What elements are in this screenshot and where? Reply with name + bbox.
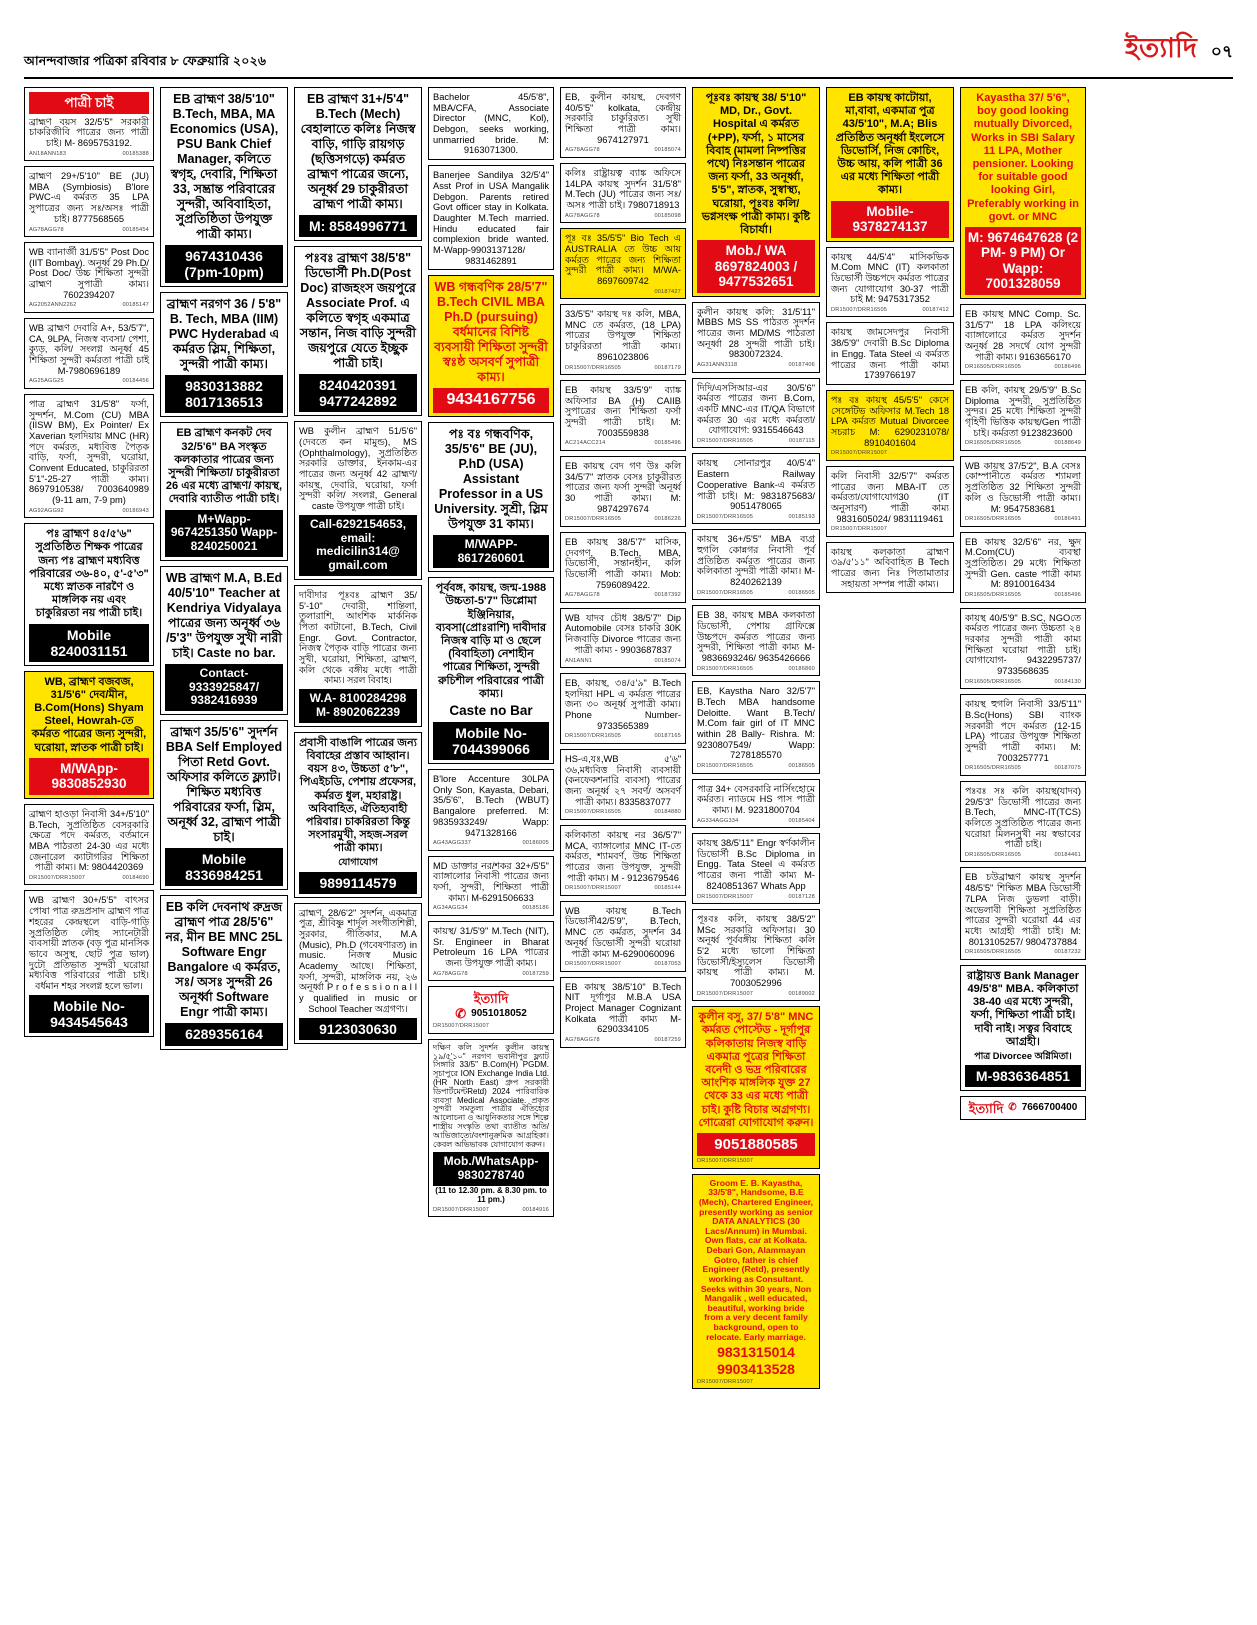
contact-phone[interactable]: M-9836364851: [965, 1065, 1081, 1087]
ad-block: [294, 903, 422, 1044]
ad-text: পঃবঃ সঃ কলি কায়স্থ(যাদব) 29/5'3" ডিভোর্সী পাত্রের জন্য B.Tech, MNC-IT(TCS) কলিতে সুপ্রতিষ্ঠিত পাত্রের জন্য ঘরোয়া মিলনসুখী নয় স্বভাবের পাত্রী চাই।: [965, 785, 1081, 850]
ad-block: [692, 453, 820, 524]
column-3: [294, 87, 422, 1044]
ad-code2: 00186496: [1054, 364, 1081, 371]
ad-code2: 00187427: [654, 288, 681, 295]
etc-logo: ইত্যাদি: [473, 991, 509, 1007]
ad-code2: 00185388: [122, 150, 149, 157]
ad-block: [692, 833, 820, 904]
ad-block: [24, 87, 154, 161]
ad-code2: 00184880: [654, 809, 681, 816]
ad-text: EB কায়স্থ 38/5'7" মাসিক, দেবগণ, B.Tech, MBA, ডিভোর্সী, সন্তানহীন, কলি ডিভোর্সী পাত্রী কাম্য। Mob: 7596089422.: [565, 536, 681, 590]
ad-text: কলিঃ রাষ্ট্রায়ত্ব ব্যাঙ্ক অফিসে 14LPA কায়স্থ সুদর্শন 31/5'8" M.Tech (JU) পাত্রের জন্য সঃ/অসঃ পাত্রী চাই। 7980718913: [565, 167, 681, 210]
ad-text: পূঃবঃ কলি, কায়স্থ 38/5'2" MSc সরকারি অফিসার। 30 অনূর্ধ্ব পূর্ববঙ্গীয় শিক্ষিতা কলি 5'2 মধ্যে ভালো শিক্ষিতা ডিভোর্সী/ইস্যুলেস ডিভোর্সী কায়স্থ পাত্রী কাম্য। M. 7003052996: [697, 913, 815, 989]
ad-block: [692, 529, 820, 600]
etc-footer: [965, 1101, 1081, 1116]
ad-block: [826, 322, 954, 384]
ad-text: কায়স্থ/ 31/5'9" M.Tech (NIT), Sr. Engineer in Bharat Petroleum 16 LPA পাত্রের জন্য উপযুক্ত পাত্রী কাম্য।: [433, 925, 549, 968]
ad-text: ব্রাহ্মণ হাওড়া নিবাসী 34+/5'10" B.Tech, সুপ্রতিষ্ঠিত বেসরকারি ক্ষেত্রে পদে কর্মরত, বর্তমানে MBA পাঠরতা 24-30 এর মধ্যে জেনারেল ক্যাটাগরির শিক্ষিতা পাত্রী কাম্য। M: 9804420369: [29, 808, 149, 873]
ad-code2: 00187412: [922, 306, 949, 313]
ad-code2: 00187392: [654, 592, 681, 599]
ad-text: Banerjee Sandilya 32/5'4" Asst Prof in USA Mangalik Debgon. Parents retired Govt officer stay in Kolkata. Daughter M.Tech married. Hindu educated fair complexion bride wanted. M-Wapp-9903137128/ 9831462891: [433, 170, 549, 266]
ad-code2: 00185193: [788, 513, 815, 520]
ad-code2: 00185186: [522, 905, 549, 912]
ad-text: EB ব্রাহ্মণ 31+/5'4" B.Tech (Mech) বেহালাতে কলিঃ নিজস্ব বাড়ি, গাড়ি রায়গড় (ছত্তিসগড়ে) কর্মরত ব্রাহ্মণ পাত্রের জন্যে, অনূর্ধ্ব 29 চাকুরীরতা ব্রাহ্মণ পাত্রী কাম্য।: [300, 92, 416, 211]
ad-text: 33/5'5" কায়স্থ দঃ কলি, MBA, MNC তে কর্মরত, (18 LPA) পাত্রের উপযুক্ত শিক্ষিতা চাকুরিরতা পাত্রী কাম্য। 8961023806: [565, 309, 681, 362]
contact-phone[interactable]: 6289356164: [165, 1023, 283, 1045]
ad-code: AG78AGG78: [29, 226, 64, 233]
ad-note: পাত্র Divorcee অগ্নিমিতা।: [974, 1050, 1072, 1061]
ad-code2: 00186005: [522, 840, 549, 847]
contact-phone[interactable]: Mob./ WA 8697824003 / 9477532651: [697, 240, 815, 293]
ad-text: EB কায়স্থ MNC Comp. Sc. 31/5'7" 18 LPA কলিংয়ে ব্যাঙ্গালোরে কর্মরত সুদর্শন অনূর্ধ্ব 28 সদর্থে যোগ সুন্দরী পাত্রী কাম্য। 9163656170: [965, 308, 1081, 362]
ad-block-highlight: [826, 390, 954, 461]
ad-code2: 00186491: [1054, 516, 1081, 523]
ad-text: কুলীন কায়স্থ কলি: 31/5'11" MBBS MS SS পাঠরত সুদর্শন পাত্রের জন্য MD/MS পাঠরতা অনূর্ধ্বা 28 সুন্দরী পাত্রী চাই। 9830072324.: [697, 306, 815, 360]
column-8: [960, 87, 1086, 1120]
contact-phone[interactable]: M+Wapp- 9674251350 Wapp- 8240250021: [165, 510, 283, 557]
ad-code: DR15007/DRR16505: [565, 733, 622, 740]
ad-block: [826, 466, 954, 537]
ad-code: AG92AGG92: [29, 507, 64, 514]
ad-block: [294, 246, 422, 416]
phone-icon: ✆: [455, 1006, 467, 1022]
contact-phone[interactable]: 9831315014 9903413528: [717, 1344, 795, 1377]
ad-block: [24, 890, 154, 1036]
ad-text: ব্রাহ্মণ বয়স 32/5'5" সরকারী চাকরিজীবি পাত্রের জন্য পাত্রী চাই। M- 8695753192.: [29, 116, 149, 148]
ad-code: DR15007/DRR15007: [831, 526, 888, 533]
contact-phone[interactable]: Mobile No- 9434545643: [29, 995, 149, 1033]
contact-phone[interactable]: 9051880585: [697, 1133, 815, 1156]
ad-text: WB ব্রাহ্মণ M.A, B.Ed 40/5'10" Teacher at Kendriya Vidyalaya পাত্রের জন্য অনূর্ধ্ব ৩৬ /5'3" উপযুক্ত সুখী নারী চাই। Caste no bar.: [165, 570, 283, 660]
ad-block: [294, 585, 422, 727]
ad-code2: 00185074: [654, 147, 681, 154]
ad-block-etc: [960, 1096, 1086, 1120]
ad-code: AG78AGG78: [565, 212, 600, 219]
ad-block: [960, 304, 1086, 375]
ad-text: EB চউব্রাহ্মণ কায়স্থ সুদর্শন 48/5'5" শিক্ষিত MBA ডিভোর্সী 7LPA নিজ ডুভলা বাড়ী। অভেলাবী শিক্ষিতা সুপ্রতিষ্ঠিত পাত্রের সুন্দরী ঘরোয়া 44 এর মধ্যে আগ্রহী পাত্রী চাই। M: 8013105257/ 9804737884: [965, 872, 1081, 947]
ad-code2: 00187232: [1054, 949, 1081, 956]
masthead-brand: ইত্যাদি: [1125, 33, 1197, 63]
ad-code: DR15007/DRR15007: [697, 1378, 754, 1385]
ad-text: WB যাদব চৌধ 38/5'7" Dip Automobile বেসঃ চাকরি 30K নিজবাড়ি Divorce পাত্রের জন্য পাত্রী কাম্য - 9903687837: [565, 612, 681, 655]
ad-code2: 00187406: [788, 362, 815, 369]
ad-code: AG31ANN3118: [697, 362, 738, 369]
ad-text: EB ব্রাহ্মণ কনকট দেব 32/5'6" BA সংস্কৃত কলকাতার পাত্রের জন্য সুন্দরী শিক্ষিতা/ চাকুরীরতা 26 এর মধ্যে ব্রাহ্মণ/ কায়স্থ, দেবারি ব্যাতীত পাত্রী চাই।: [165, 427, 283, 506]
ad-text: WB কায়স্থ B.Tech ডিভোর্সী42/5'9", B.Tech, MNC তে কর্মরত, সুদর্শন 34 অনূর্ধ্ব ডিভোর্সী সুন্দরী ঘরোয়া পাত্রী কাম্য M-6290060096: [565, 905, 681, 959]
ad-block-highlight: [692, 87, 820, 297]
ad-block: [560, 673, 686, 744]
ad-block: [428, 577, 554, 764]
ad-block: [560, 901, 686, 972]
ad-code2: 00185496: [654, 440, 681, 447]
ad-text: পঃ ব্রাহ্মণ ৪৫/৫'৬" সুপ্রতিষ্ঠিত শিক্ষক পাত্রের জন্য পঃ ব্রাহ্মণ মধ্যবিত্ত পরিবারের ৩৬-৪০, ৫'-৫'৩" মধ্যে স্নাতক নারণৈ ও মাঙ্গলিক নয় এবং চাকুরিরতা নয় পাত্রী চাই।: [29, 528, 149, 620]
ad-block: [692, 378, 820, 449]
ad-text: পূর্ববঙ্গ, কায়স্থ, জন্ম-1988 উচ্চতা-5'7" ডিপ্লোমা ইঞ্জিনিয়ার, ব্যবসা(প্রোঃরাশি) দাবীদার নিজস্ব বাড়ি মা ও ছেলে (বিবাহিতা) নেশাহীন পাত্রের শিক্ষিতা, সুন্দরী রুচিশীল পরিবারের পাত্রী কাম্য।: [435, 582, 547, 700]
ad-text: কুলীন বসু, 37/ 5'8" MNC কর্মরত পোস্টেড - দূর্গাপুর কলিকাতায় নিজস্ব বাড়ি একমাত্র পুত্রের শিক্ষিতা বনেদী ও ভদ্র পরিবারের আংশিক মাঙ্গলিক যুক্ত 27 থেকে 33 এর মধ্যে পাত্রী চাই। কুষ্টি বিচার অগ্রগণ্য। গোত্রেরা যোগাযোগ করুন।: [698, 1011, 814, 1129]
ad-text: EB কায়স্থ 38/5'10" B.Tech NIT দূর্গাপুর M.B.A USA Project Manager Cognizant Kolkata পাত্রী কাম্য M- 6290334105: [565, 981, 681, 1035]
ad-code2: 00185144: [654, 885, 681, 892]
ad-code2: 00186505: [788, 763, 815, 770]
ad-code: DR16505/DRR16505: [965, 949, 1022, 956]
ad-text: রাষ্ট্রায়ত্ত Bank Manager 49/5'8" MBA. কলিকাতা 38-40 এর মধ্যে সুন্দরী, ফর্সা, শিক্ষিতা পাত্রী চাই। দাবী নাই। সত্বর বিবাহে আগ্রহী।: [966, 969, 1080, 1048]
ad-text: WB ব্যানার্জী 31/5'5" Post Doc (IIT Bombay). অনূর্ধ্ব 29 Ph.D/ Post Doc/ উচ্চ শিক্ষিতা সুন্দরী ব্রাহ্মণ সুপাত্রী কাম্য। 7602394207: [29, 246, 149, 300]
ad-block: [160, 566, 288, 715]
ad-text: কায়স্থ 36+/5'5" MBA ব্যগ্র হুগলি কোন্নগর নিবাসী পূর্ব প্রতিষ্ঠিত কর্মরত পাত্রের জন্য কলিকাতা সুন্দরী পাত্রী কাম্য। M- 8240262139: [697, 534, 815, 588]
ad-code: DR15007/DRR16505: [831, 306, 888, 313]
ad-block: [160, 422, 288, 561]
ad-text: পঃ বঃ কায়স্থ 45/5'5" কেসে সেঙ্গেটিভ অফিসার M.Tech 18 LPA কর্মরত Mutual Divorcee সচরাচ M: 6290231078/ 8910401604: [831, 394, 949, 448]
ad-text: পূঃবঃ কায়স্থ 38/ 5'10" MD, Dr., Govt. Hospital এ কর্মরত (+PP), ফর্সা, ১ মাসের বিবাহ (মামলা নিষ্পত্তির পথে) নিঃসন্তান পাত্রের জন্য ফর্সা, 33 অনূর্ধ্বা, 5'5", স্নাতক, সুস্বাস্থ্য, ঘরোয়া, পূঃবঃ কলি/ ভগ্নসংক্ষ পাত্রী কাম্য। কুষ্টি বিচার্যা।: [701, 92, 811, 236]
column-4: [428, 87, 554, 1217]
ad-block: [160, 292, 288, 417]
etc-logo: ইত্যাদি: [968, 1100, 1004, 1116]
ad-code2: 00186943: [122, 507, 149, 514]
contact-email[interactable]: Call-6292154653, email: medicilin314@ gmail.com: [299, 515, 417, 576]
ad-text: পূঃ বঃ 35/5'5" Bio Tech এ AUSTRALIA তে উচ্চ আয় কর্মরত পাত্রের জন্য শিক্ষিতা সুন্দরী পাত্রী কাম্য। M/WA- 8697609742: [565, 233, 681, 286]
section-header: পাত্রী চাই: [29, 92, 149, 114]
ad-code: DR15007/DRR15007: [697, 893, 754, 900]
ad-code2: 00185454: [122, 226, 149, 233]
ad-block: [960, 456, 1086, 527]
contact-phone[interactable]: M/WAPP- 8617260601: [433, 535, 549, 569]
ad-code: DR15007/DRR15007: [565, 885, 622, 892]
ad-code: DR15007/DRR16505: [565, 809, 622, 816]
ad-block: [428, 165, 554, 270]
ad-contact-label: যোগাযোগ: [338, 857, 378, 869]
ad-code: AG2052ANN2262: [29, 302, 77, 309]
ad-code2: 00184461: [1054, 851, 1081, 858]
ad-block: [560, 304, 686, 375]
column-7: [826, 87, 954, 593]
ad-block: [960, 694, 1086, 776]
column-5: [560, 87, 686, 1048]
contact-phone[interactable]: Mobile- 9378274137: [831, 201, 949, 238]
ad-block: [960, 380, 1086, 451]
ad-code: DR15007/DRR16505: [697, 437, 754, 444]
ad-text: দিদি/এসসিআর-এর 30/5'6" কর্মরত পাত্রের জন্য B.Com, একটি MNC-এর IT/QA বিভাগে কর্মরত 30 এর মধ্যে কর্মরতা/ যোগাযোগ: 9315546643: [697, 382, 815, 436]
ad-code2: 00184916: [522, 1206, 549, 1213]
ad-code: AG78AGG78: [433, 970, 468, 977]
ad-block: [960, 532, 1086, 603]
ad-block-etc: [428, 986, 554, 1034]
ad-block: [692, 681, 820, 773]
ad-text: WB কুলীন ব্রাহ্মণ 51/5'6" (দেবতে কন মামুন্ড), MS (Ophthalmology), সুপ্রতিষ্ঠিত সরকারি ডাক্তার, ইনকাম-এর পাত্রের জন্য অনূর্ধ্ব 42 ব্রাহ্মণ/ কায়স্থ, দেবারি, ঘরোয়া, ফর্সা সুন্দরী কলি/ সংলগ্ন, General caste উপযুক্ত পাত্রী চাই।: [299, 426, 417, 512]
ad-text: WB ব্রাহ্মণ দেবারি A+, 53/5'7", CA, 9LPA, নিজস্ব ব্যবসা/ পেশা, ক্যুড়, কলি/ সংলগ্ন অনূর্ধ্ব 45 শিক্ষিতা সুন্দরী কর্মরতা পাত্রী চাই M-7980696189: [29, 322, 149, 376]
contact-phone[interactable]: Mobile No- 7044399066: [433, 722, 549, 760]
ad-code2: 00185404: [788, 817, 815, 824]
ad-code2: 00186860: [788, 665, 815, 672]
ad-block: [428, 769, 554, 851]
masthead-date: আনন্দবাজার পত্রিকা রবিবার ৮ ফেব্রুয়ারি ২০২৬: [24, 54, 267, 68]
ad-text: পঃ বঃ গন্ধবণিক, 35/5'6" BE (JU), P.hD (USA) Assistant Professor in a US University. সুশ্রী, স্লিম উপযুক্ত 31 কাম্য।: [434, 426, 548, 531]
ad-code: AG34AGG34: [433, 905, 468, 912]
ad-text: কলি নিবাসী 32/5'7" কর্মরত পাত্রের জন্য MBA-IT তে কর্মরতা/যোগাযোগ30 (IT অনুসারণ) পাত্রী কাম্য 9831605024/ 9831119461: [831, 470, 949, 524]
ad-block: [160, 87, 288, 287]
ad-code: AG78AGG78: [565, 592, 600, 599]
contact-phone[interactable]: 9123030630: [299, 1018, 417, 1040]
contact-hours: (11 to 12.30 pm. & 8.30 pm. to 11 pm.): [435, 1185, 547, 1204]
ad-code2: 00185496: [1054, 592, 1081, 599]
ad-text: কায়স্থ 38/5'11" Engr স্বর্ণকালীন ডিভোর্সী B.Sc Diploma in Engg. Tata Steel এ কর্মরত পাত্রের জন্য পাত্রী কাম্য M- 8240851367 Whats App: [697, 838, 815, 891]
ad-text: Kayastha 37/ 5'6", boy good looking mutually Divorced, Works in SBI Salary 11 LPA, Mother pensioner. Looking for suitable good looking Girl, Preferably working in govt. or MNC: [967, 92, 1079, 223]
ad-code2: 00187179: [654, 364, 681, 371]
ad-block: [960, 965, 1086, 1091]
ad-block: [560, 87, 686, 158]
ad-text: কায়স্থ সোনারপুর 40/5'4" Eastern Railway Cooperative Bank-এ কর্মরত পাত্রী চাই। M: 9831875683/ 9051478065: [697, 458, 815, 512]
contact-phone[interactable]: 9899114579: [299, 872, 417, 894]
ad-block: [960, 867, 1086, 959]
ad-text: Groom E. B. Kayastha, 33/5'8", Handsome, B.E (Mech), Chartered Engineer, presently working as senior DATA ANALYTICS (30 Lacs/Annum) in Mumbai. Own flats, car at Kolkata. Debari Gon, Alammayan Gotro, father is chief Engineer (Retd), presently working as Consultant. Seeks within 30 years, Non Mangalik , well educated, beautiful, working bride from a very decent family background, open to relocate. Early marriage.: [698, 1177, 814, 1342]
ad-code: DR15007/DRR15007: [433, 1023, 490, 1030]
ad-code: AN18ANN183: [29, 150, 67, 157]
ad-text: ব্রাহ্মণ 35/5'6" সুদর্শন BBA Self Employed পিতা Retd Govt. অফিসার কলিতে ফ্ল্যাট। শিক্ষিত মধ্যবিত্ত পরিবারের ফর্সা, স্লিম, অনূর্ধ্ব 32, ব্রাহ্মণ পাত্রী চাই।: [165, 725, 283, 845]
ad-block: [428, 87, 554, 160]
contact-phone[interactable]: Mobile 8336984251: [165, 848, 283, 886]
ad-code2: 00187259: [654, 1037, 681, 1044]
ad-block: [692, 605, 820, 676]
etc-phone[interactable]: 9051018052: [471, 1007, 527, 1019]
ad-code: DR15007/DRR15007: [433, 1206, 490, 1213]
ad-text: B'lore Accenture 30LPA Only Son, Kayasta, Debari, 35/5'6", B.Tech (WBUT) Bangalore preferred. M: 9835933249/ Wapp: 9471328166: [433, 774, 549, 838]
ad-block-highlight: [560, 228, 686, 299]
ad-block: [24, 166, 154, 237]
ad-text: পঃবঃ ব্রাহ্মণ 38/5'8" ডিভোর্সী Ph.D(Post Doc) রাজহংস জয়পুরে Associate Prof. এ কলিতে স্বগৃহ একমাত্র সন্তান, নিজ বাড়ি সুন্দরী জয়পুরে যেতে ইচ্ছুক পাত্রী চাই।: [300, 251, 416, 371]
ad-block: [428, 921, 554, 981]
ad-block: [24, 523, 154, 666]
ad-code2: 00189002: [788, 990, 815, 997]
ad-code: DR15007/DRR16505: [697, 513, 754, 520]
ad-caste-note: Caste no Bar: [449, 702, 533, 718]
ad-block: [428, 422, 554, 573]
ad-block: [294, 732, 422, 898]
ad-block: [560, 749, 686, 820]
ad-code: AG43AGG337: [433, 840, 472, 847]
ad-text: EB কায়স্থ 32/5'6" নর, ক্ষুদ M.Com(CU) ব্যবস্থা সুপ্রতিষ্ঠিত। 29 মধ্যে শিক্ষিতা সুন্দরী Gen. caste পাত্রী কাম্য M: 8910016434: [965, 536, 1081, 590]
ad-text: WB, ব্রাহ্মণ বজবজ, 31/5'6" দেব/মীন, B.Com(Hons) Shyam Steel, Howrah-তে কর্মরত পাত্রের জন্য সুন্দরী, ঘরোয়া, স্নাতক পাত্রী চাই।: [31, 675, 147, 754]
ad-text: ব্রাহ্মণ নরগণ 36 / 5'8" B. Tech, MBA (IIM) PWC Hyderabad এ কর্মরত স্লিম, শিক্ষিতা, সুন্দরী পাত্রী কাম্য।: [166, 297, 282, 372]
contact-phone[interactable]: 9674310436 (7pm-10pm): [165, 245, 283, 283]
ad-code2: 00184690: [122, 874, 149, 881]
ad-code2: 00185098: [654, 212, 681, 219]
ad-block: [692, 779, 820, 829]
ad-code: DR16505/DRR16505: [965, 516, 1022, 523]
ad-block: [294, 87, 422, 241]
ad-text: EB 38, কায়স্থ MBA কলকাতা ডিভোর্সী, পেশায় গ্রাফিক্সে উচ্চপদে কর্মরত পাত্রের জন্য সুন্দরী, শিক্ষিতা পাত্রী কাম্য M-9836693246/ 9635426666: [697, 610, 815, 664]
ad-block-highlight: [428, 275, 554, 416]
ad-block: [294, 421, 422, 580]
ad-block-highlight: [826, 87, 954, 242]
ad-code: DR15007/DRR15007: [29, 874, 86, 881]
ad-code2: 00187165: [654, 733, 681, 740]
ad-text: কায়স্থ 44/5'4" মাসিকভিক M.Com MNC (IT) কলকাতা ডিভোর্সী উচ্চপদে কর্মরত পাত্রের জন্য যোগাযোগ 30-37 পাত্রী চাই M: 9475317352: [831, 251, 949, 305]
ad-code2: 00185147: [122, 302, 149, 309]
contact-phone[interactable]: M: 9674647628 (2 PM- 9 PM) Or Wapp: 7001328059: [965, 227, 1081, 295]
ad-text: EB ব্রাহ্মণ 38/5'10" B.Tech, MBA, MA Economics (USA), PSU Bank Chief Manager, কলিতে স্বগৃহ, দেবারি, শিক্ষিতা 33, সম্ভ্রান্ত পরিবারের সুন্দরী, অবিবাহিতা, সুপ্রতিষ্ঠিতা উপযুক্ত পাত্রী কাম্য।: [169, 92, 279, 241]
ad-text: দাবীদার পূঃবঃ ব্রাহ্মণ 35/ 5'-10" দেবারী, শান্তিলা, তুলারাশি, আংশিক মার্কনিক পিতা কাটানো, B.Tech, Civil Engr. Govt. Contractor, নিজস্ব পৈতৃক বাড়ি পাত্রের জন্য সুখী, ঘরোয়া, শিক্ষিতা, ব্রাহ্মণ, কলি থেকে বঙ্গীয় মধ্যে পাত্রী কাম্য। সরল বিবাহ।: [299, 589, 417, 686]
ad-block: [560, 380, 686, 451]
ad-text: WB কায়স্থ 37/5'2", B.A বেসঃ কোম্পানীতে কর্মরত শ্যামলা সুপ্রতিষ্ঠিত 32 শিক্ষিতা সুন্দরী কলি ও ডিভোর্সী পাত্রী কাম্য। M: 9547583681: [965, 460, 1081, 514]
ad-text: কায়স্থ 40/5'9" B.SC, NGOতে কর্মরত পাত্রের জন্য উচ্চতা ২৪ দরকার সুন্দরী পাত্রী কাম্য শিক্ষিতা ঘরোয়া পাত্রী চাই। যোগাযোগ- 9432295737/ 9733568635: [965, 612, 1081, 677]
column-1: [24, 87, 154, 1037]
ad-code: DR16505/DRR16505: [965, 364, 1022, 371]
ad-block: [24, 804, 154, 886]
ad-code: AG78AGG78: [565, 147, 600, 154]
etc-phone[interactable]: 7666700400: [1021, 1102, 1078, 1114]
ad-code2: 00188649: [1054, 440, 1081, 447]
contact-phone[interactable]: M/WApp- 9830852930: [29, 758, 149, 795]
ad-code: DR15007/DRR16505: [565, 364, 622, 371]
ad-text: পাত্র ব্রাহ্মণ 31/5'8" ফর্সা, সুন্দর্শন, M.Com (CU) MBA (IISW BM), Ex Pointer/ Ex Xaverian হলদিয়ায় MNC (HR) পদে কর্মরত, মধ্যবিত্ত পৈতৃক বাড়ি, ফর্সা, সুন্দরী, ঘরোয়া, Convent Educated, চাকুরিরতা 5'1"-25-27 পাত্রী কাম্য। 8697910538/ 7003640989 (9-11 am, 7-9 pm): [29, 398, 149, 506]
ad-code2: 00184456: [122, 378, 149, 385]
ad-text: EB, কুলীন কায়স্থ, দেবগণ 40/5'5" kolkata, কেন্দ্রীয় সরকারি চাকুরিরত। সুখী শিক্ষিতা পাত্রী কাম্য। 9674127971: [565, 92, 681, 145]
ad-code2: 00187259: [522, 970, 549, 977]
ad-code2: 00186226: [654, 516, 681, 523]
ad-code: DR16505/DRR16505: [965, 851, 1022, 858]
ad-code: DR15007/DRR15007: [697, 990, 754, 997]
masthead: [24, 28, 1233, 79]
ad-code: DR16505/DRR16505: [965, 440, 1022, 447]
contact-phone[interactable]: Mobile 8240031151: [29, 624, 149, 662]
ad-block-highlight: [692, 1174, 820, 1390]
ad-code2: 00187075: [1054, 765, 1081, 772]
ad-block: [24, 318, 154, 389]
ad-code2: 00186505: [788, 589, 815, 596]
column-2: [160, 87, 288, 1050]
ad-text: EB, Kaystha Naro 32/5'7" B.Tech MBA handsome Deloitte. Want B.Tech/ M.Com fair girl of IT MNC within 28 Bally- Rishra. M: 9230807549/ Wapp: 7278185570: [697, 686, 815, 761]
ad-text: WB ব্রাহ্মণ 30+/5'5" বাৎসর পোষা পাত্র রুদ্রপ্রসাদ ব্রাহ্মণ পাত্র শহরের কেন্দ্রস্থলে বাড়ি-গাড়ি সুপ্রতিষ্ঠিত লৌহ স্যানেটারী ব্যবসায়ী স্নাতক (বড় পুত্র মানসিক ভাবে অসুস্থ, ছোট পুত্র ভাল) দুটো প্রতিভাত সুন্দরী ঘরোয়া মধ্যবিত্ত পরিবারের পাত্রী চাই। বর্ধমান শহর সংলগ্ন হলে ভাল।: [29, 895, 149, 991]
ad-block: [160, 720, 288, 890]
ad-block-highlight: [960, 87, 1086, 299]
contact-phone[interactable]: M: 8584996771: [299, 215, 417, 237]
ad-block: [560, 456, 686, 527]
ad-block: [160, 895, 288, 1049]
ad-block: [692, 302, 820, 373]
ad-code: AG78AGG78: [565, 1037, 600, 1044]
ad-code2: 00187115: [788, 437, 815, 444]
ad-block: [826, 542, 954, 594]
ad-code: AG334AGG334: [697, 817, 739, 824]
etc-phone-line: [433, 1006, 549, 1021]
contact-phone[interactable]: W.A- 8100284298 M- 8902062239: [299, 689, 417, 723]
ad-block: [560, 608, 686, 668]
ad-text: EB কায়স্থ কাটোয়া, মা,বাবা, একমাত্র পুত্র 43/5'10", M.A; Blis প্রতিষ্ঠিত অনূর্ধ্বা ইংলেসে ডিভোর্সি, নিজ কোচিং, উচ্চ আয়, কলি পাত্রী 36 এর মধ্যে শিক্ষিতা পাত্রী কাম্য।: [835, 92, 945, 197]
ad-text: পাত্র 34+ বেসরকারি নার্সিংহোমে কর্মরত। ন্যাডমে HS পাস পাত্রী কাম্য। M. 9231800704: [697, 783, 815, 815]
ad-code: AN1ANN1: [565, 657, 593, 664]
ad-block: [560, 825, 686, 896]
ad-text: EB, কায়স্থ, ৩৪/৫'৯" B.Tech হলদিয়া HPL এ কর্মরত পাত্রের জন্য ৩০ অনূর্ধ্ব সুপাত্রী কাম্য। Phone Number-9733565389: [565, 678, 681, 731]
ad-block: [428, 1039, 554, 1217]
ad-text: কলিকাতা কায়স্থ নর 36/5'7" MCA, ব্যাঙ্গালোর MNC IT-তে কর্মরত, শ্যামবর্ণ, উচ্চ শিক্ষিতা পাত্রের জন্য উপযুক্ত, সুন্দরী পাত্রী কাম্য। M - 9123679546: [565, 829, 681, 883]
ad-text: Bachelor 45/5'8", MBA/CFA, Associate Director (MNC, Kol), Debgon, seeks working, unmarried bride. M: 9163071300.: [433, 92, 549, 156]
ad-code: DR15007/DRR15007: [565, 961, 622, 968]
column-6: [692, 87, 820, 1389]
ad-code: DR15007/DRR16505: [565, 516, 622, 523]
classifieds-grid: [24, 87, 1233, 1389]
contact-phone[interactable]: Mob./WhatsApp- 9830278740: [433, 1152, 549, 1186]
ad-text: WB গন্ধবণিক 28/5'7" B.Tech CIVIL MBA Ph.D (pursuing) বর্ধমানের বিশিষ্ট ব্যবসায়ী শিক্ষিতা সুন্দরী স্বঃষ্ঠ অসবর্ণ সুপাত্রী কাম্য।: [434, 280, 548, 385]
ad-block: [826, 247, 954, 318]
ad-code: AC214ACC214: [565, 440, 606, 447]
ad-block: [560, 977, 686, 1048]
ad-code: DR15007/DRR15007: [697, 1158, 754, 1165]
ad-block-highlight: [24, 671, 154, 799]
ad-text: MD ডাক্তার নর/শকর 32+/5'5" ব্যাঙ্গালোর নিবাসী পাত্রের জন্য ফর্সা, সুন্দরী, শিক্ষিতা পাত্রী কাম্য। M-6291506633: [433, 860, 549, 903]
ad-block: [24, 242, 154, 313]
ad-code2: 00185074: [654, 657, 681, 664]
ad-block: [692, 909, 820, 1001]
ad-block: [24, 394, 154, 518]
ad-text: প্রবাসী বাঙালি পাত্রের জন্য বিবাহের প্রস্তাব আহ্বান। বয়স ৪৩, উচ্চতা ৫'৮", পিএইচডি, পেশায় প্রফেসর, কর্মরত ধুল, মহারাষ্ট্র। অবিবাহিত, ঐতিহ্যবাহী পরিবার। চাকরিরতা কিন্তু সংসারমুখী, সহজ-সরল পাত্রী কাম্য।: [299, 736, 417, 855]
ad-code: DR16505/DRR16505: [965, 765, 1022, 772]
ad-code: DR15007/DRR15007: [831, 450, 888, 457]
ad-block: [560, 532, 686, 603]
ad-code: DR16505/DRR16505: [965, 592, 1022, 599]
ad-text: EB কলি দেবনাথ রুদ্রজ ব্রাহ্মণ পাত্র 28/5'6" নর, মীন BE MNC 25L Software Engr Bangalore এ কর্মরত, সঃ/ অসঃ সুন্দরী 26 অনূর্ধ্বা Software Engr পাত্রী কাম্য।: [165, 900, 283, 1020]
ad-text: HS-এ,যঃ,WB ৫'৬" ৩৬,মধ্যবিত্ত নিবাসী ব্যবসায়ী (কনফেকশনারি ব্যবসা) পাত্রের জন্য অনূর্ধ্ব ২৭ সবর্ণ/ অসবর্ণ পাত্রী কাম্য। 8335837077: [565, 753, 681, 807]
ad-text: EB কায়স্থ 33/5'9" ব্যাঙ্ক অফিসার BA (H) CAIIB সুপাত্রের জন্য শিক্ষিতা ফর্সা সুন্দরী পাত্রী চাই। M: 7003559838: [565, 385, 681, 438]
contact-phone[interactable]: 8240420391 9477242892: [299, 374, 417, 412]
ad-text: ব্রাহ্মণ, 28/6'2" সুদর্শন, একমাত্র পুত্র, শ্রীবিষ্ণু শার্দূল সংগীতশিল্পী, সুরকার, গীতিকার, M.A (Music), Ph.D (গবেষণারত) in music. নিজস্ব Music Academy আছে। শিক্ষিতা, ফর্সা, সুন্দরী, মাঙ্গলিক নয়, ২৬ অনূর্ধ্বা P r o f e s s i o n a l l y qualified in music or School Teacher অগ্রগণ্য।: [299, 907, 417, 1014]
contact-phone[interactable]: 9830313882 8017136513: [165, 375, 283, 413]
contact-phone[interactable]: Contact- 9333925847/ 9382416939: [165, 664, 283, 711]
ad-block: [960, 781, 1086, 863]
ad-code: DR15007/DRR16505: [697, 589, 754, 596]
phone-icon: ✆: [1008, 1102, 1017, 1114]
ad-block: [428, 856, 554, 916]
page-number: ০৭: [1210, 42, 1233, 61]
contact-phone[interactable]: 9434167756: [433, 388, 549, 412]
ad-text: কায়স্থ হুগলি নিবাসী 33/5'11" B.Sc(Hons) SBI ব্যাংক সরকারী পদে কর্মরত (12-15 LPA) পাত্রের উপযুক্ত শিক্ষিতা সুন্দরী পাত্রী কাম্য। M: 7003257771: [965, 699, 1081, 763]
ad-text: EB কায়স্থ বেদ গণ উঃ কলি 34/5'7" স্নাতক বেসঃ চাকুরীরত পাত্রের জন্য ফর্সা সুন্দরী অনূর্ধ্ব 30 পাত্রী কাম্য। M: 9874297674: [565, 460, 681, 514]
ad-code: DR15007/DRR16505: [697, 763, 754, 770]
ad-text: দক্ষিণ কলি সুদর্শন কুলীন কায়স্থ ১৯/৫'১০" নরগণ ভবানীপুর ফ্ল্যাট সিঙ্গারি 33/5" B.Com(H) PGDM. সূচাপুরে ION Exchange India Ltd. (HR North East) গ্রুপ সরকারী ডিপার্টমেন্টRetd) 2024 পারিবারিক ব্যবসা Medical Associate. প্রকৃত সুন্দরী সমতুল্য পাত্রীর ঐতিহ্যের আলোচনা ও আধুনিকতার সঙ্গে শিল্পে শাস্ত্রীয় সংস্কৃতি তথা ব্যাতীত অতি/আভিজাত্যে/বংশানুক্রমিক আগ্রহিকা। কেবল অভিভাবক যোগাযোগ করুন।: [433, 1042, 549, 1149]
ad-text: কায়স্থ জামসেদপুর নিবাসী 38/5'9" দেবারী B.Sc Diploma in Engg. Tata Steel এ কর্মরত পাত্রের জন্য পাত্রী কাম্য 1739766197: [831, 327, 949, 381]
ad-text: কায়স্থ কলকাতা ব্রাহ্মণ ৩৯/৫'১১" অবিবাহিত B Tech পাত্রের জন্য নিঃ পিতামাতার সহায়তা সম্পন্ন পাত্রী কাম্য।: [831, 546, 949, 589]
ad-code: AG25AGG25: [29, 378, 64, 385]
ad-code: DR15007/DRR16505: [697, 665, 754, 672]
ad-block: [560, 163, 686, 223]
ad-code2: 00184130: [1054, 678, 1081, 685]
ad-block-highlight: [692, 1006, 820, 1168]
ad-code: DR16505/DRR16505: [965, 678, 1022, 685]
ad-block: [960, 608, 1086, 690]
ad-text: ব্রাহ্মণ 29+/5'10" BE (JU) MBA (Symbiosis) B'lore PWC-এ কর্মরত 35 LPA সুপাত্রের জন্য সঃ/অসঃ পাত্রী চাই। 8777568565: [29, 171, 149, 224]
ad-code2: 00187053: [654, 961, 681, 968]
ad-code2: 00187128: [788, 893, 815, 900]
ad-text: EB কলি, কায়স্থ 29/5'9" B.Sc Diploma সুন্দরী, সুপ্রতিষ্ঠিত সুন্দর। 25 মধ্যে শিক্ষিতা সুন্দরী গৃহিণী ভিত্তিক কায়স্থ/Gen পাত্রী চাই। কর্মরতা 9123823600: [965, 384, 1081, 438]
